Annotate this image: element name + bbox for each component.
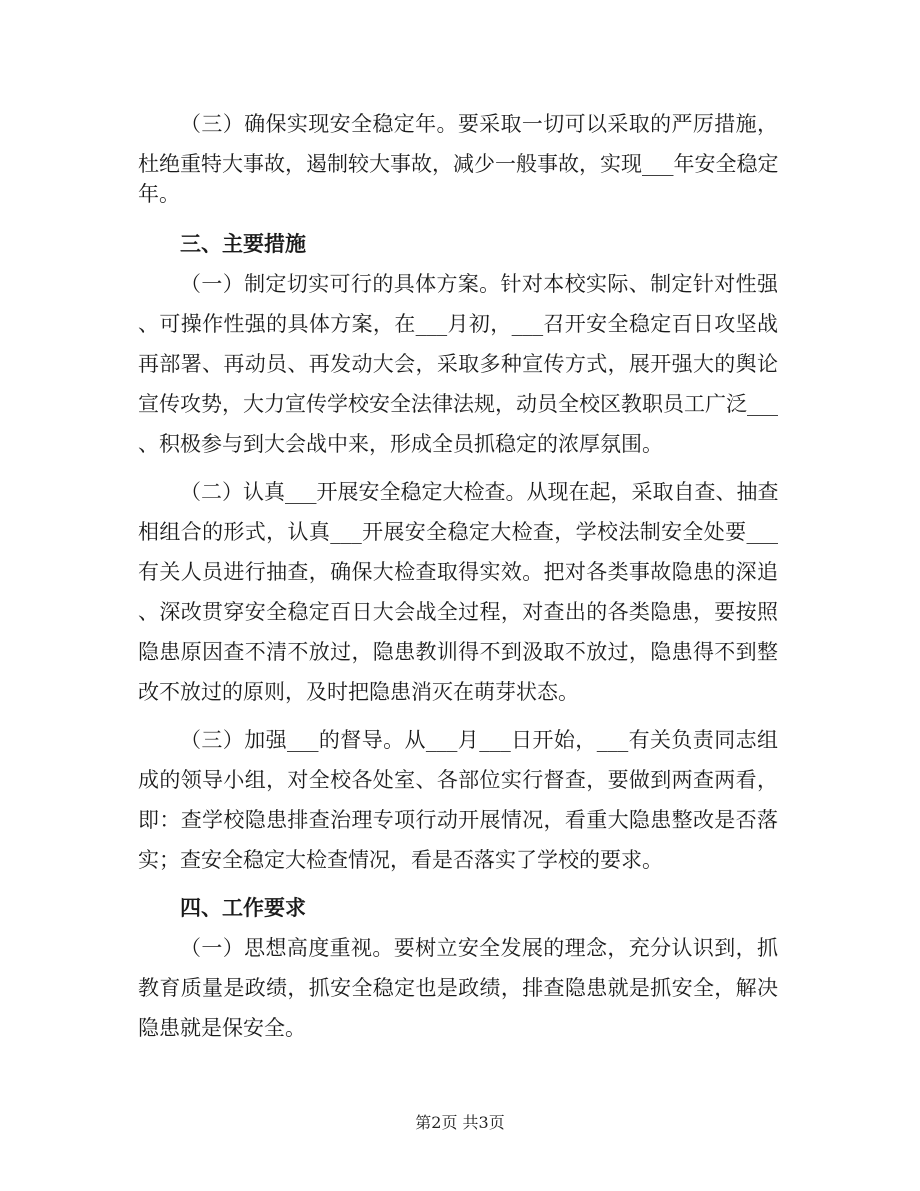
text-line: 有关人员进行抽查，确保大检查取得实效。把对各类事故隐患的深追 <box>138 560 778 584</box>
text-line: 宣传攻势，大力宣传学校安全法律法规，动员全校区教职员工广泛___ <box>138 392 778 416</box>
section-heading: 四、工作要求 <box>180 896 306 920</box>
page-number-label: 第2页 共3页 <box>415 1113 505 1132</box>
text-line: 杜绝重特大事故，遏制较大事故，减少一般事故，实现___年安全稳定 <box>138 152 778 176</box>
text-line: （二）认真___开展安全稳定大检查。从现在起，采取自查、抽查 <box>180 480 778 504</box>
text-line: 实；查安全稳定大检查情况，看是否落实了学校的要求。 <box>138 848 663 872</box>
text-line: 成的领导小组，对全校各处室、各部位实行督查，要做到两查两看， <box>138 768 778 792</box>
text-line: 教育质量是政绩，抓安全稳定也是政绩，排查隐患就是抓安全，解决 <box>138 976 778 1000</box>
text-line: 年。 <box>138 182 180 206</box>
text-line: 隐患原因查不清不放过，隐患教训得不到汲取不放过，隐患得不到整 <box>138 640 778 664</box>
text-line: 隐患就是保安全。 <box>138 1016 306 1040</box>
text-line: 即：查学校隐患排查治理专项行动开展情况，看重大隐患整改是否落 <box>138 808 778 832</box>
text-line: 、积极参与到大会战中来，形成全员抓稳定的浓厚氛围。 <box>138 432 663 456</box>
text-line: （三）确保实现安全稳定年。要采取一切可以采取的严厉措施， <box>180 112 778 136</box>
text-line: （一）制定切实可行的具体方案。针对本校实际、制定针对性强 <box>180 272 778 296</box>
page-footer <box>0 1112 920 1134</box>
section-heading: 三、主要措施 <box>180 232 306 256</box>
text-line: （一）思想高度重视。要树立安全发展的理念，充分认识到，抓 <box>180 936 778 960</box>
text-line: 再部署、再动员、再发动大会，采取多种宣传方式，展开强大的舆论 <box>138 352 778 376</box>
text-line: （三）加强___的督导。从___月___日开始，___有关负责同志组 <box>180 728 778 752</box>
text-line: 改不放过的原则，及时把隐患消灭在萌芽状态。 <box>138 680 579 704</box>
text-line: 、可操作性强的具体方案，在___月初，___召开安全稳定百日攻坚战 <box>138 312 778 336</box>
text-line: 、深改贯穿安全稳定百日大会战全过程，对查出的各类隐患，要按照 <box>138 600 778 624</box>
text-line: 相组合的形式，认真___开展安全稳定大检查，学校法制安全处要___ <box>138 520 778 544</box>
